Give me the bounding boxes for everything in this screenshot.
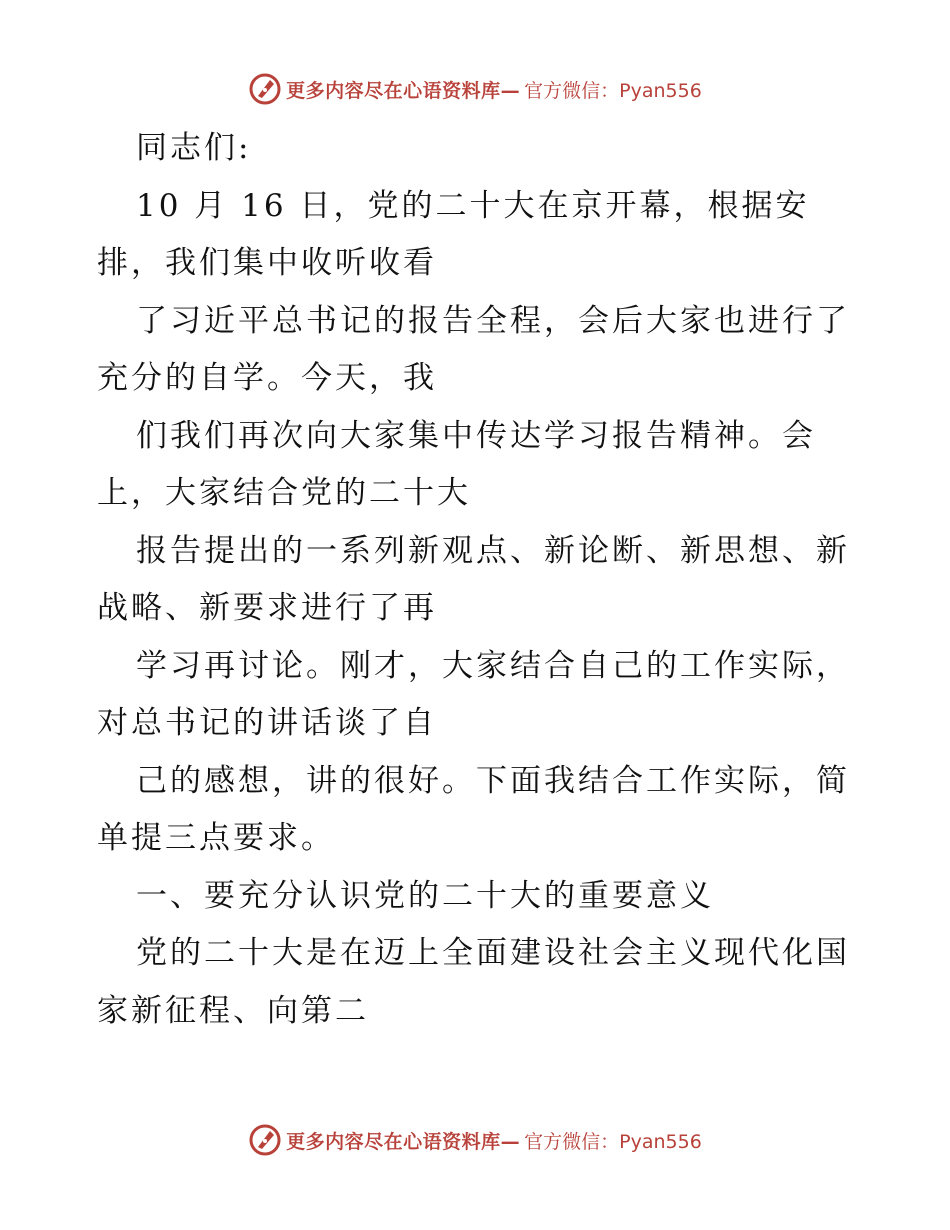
salutation: 同志们: — [136, 130, 252, 166]
paragraph-line: 排，我们集中收听收看 — [97, 245, 437, 281]
paragraph-line: 家新征程、向第二 — [97, 992, 369, 1029]
watermark-text: 更多内容尽在心语资料库— — [286, 79, 521, 102]
paragraph-line: 学习再讨论。刚才，大家结合自己的工作实际， — [136, 647, 850, 684]
paragraph-line: 报告提出的一系列新观点、新论断、新思想、新 — [136, 532, 850, 569]
paragraph-line: 己的感想，讲的很好。下面我结合工作实际，简 — [136, 762, 850, 799]
section-heading: 一、要充分认识党的二十大的重要意义 — [136, 877, 714, 914]
footer-watermark — [0, 1123, 950, 1157]
paragraph-line: 了习近平总书记的报告全程，会后大家也进行了 — [136, 302, 850, 339]
paragraph-line: 战略、新要求进行了再 — [97, 590, 437, 626]
paragraph-line: 10 月 16 日，党的二十大在京开幕，根据安 — [136, 187, 810, 224]
pen-nib-logo-icon — [248, 1123, 282, 1157]
watermark-text: 更多内容尽在心语资料库— — [286, 1130, 521, 1153]
paragraph-line: 单提三点要求。 — [97, 820, 335, 856]
paragraph-line: 对总书记的讲话谈了自 — [97, 705, 437, 741]
watermark-wechat: 官方微信：Pyan556 — [524, 1130, 702, 1153]
pen-nib-logo-icon — [248, 72, 282, 106]
watermark-wechat: 官方微信：Pyan556 — [524, 79, 702, 102]
paragraph-line: 上，大家结合党的二十大 — [97, 475, 471, 511]
header-watermark — [0, 72, 950, 106]
paragraph-line: 充分的自学。今天，我 — [97, 360, 437, 396]
paragraph-line: 党的二十大是在迈上全面建设社会主义现代化国 — [136, 935, 850, 971]
document-body — [97, 120, 857, 1040]
paragraph-line: 们我们再次向大家集中传达学习报告精神。会 — [136, 417, 816, 454]
